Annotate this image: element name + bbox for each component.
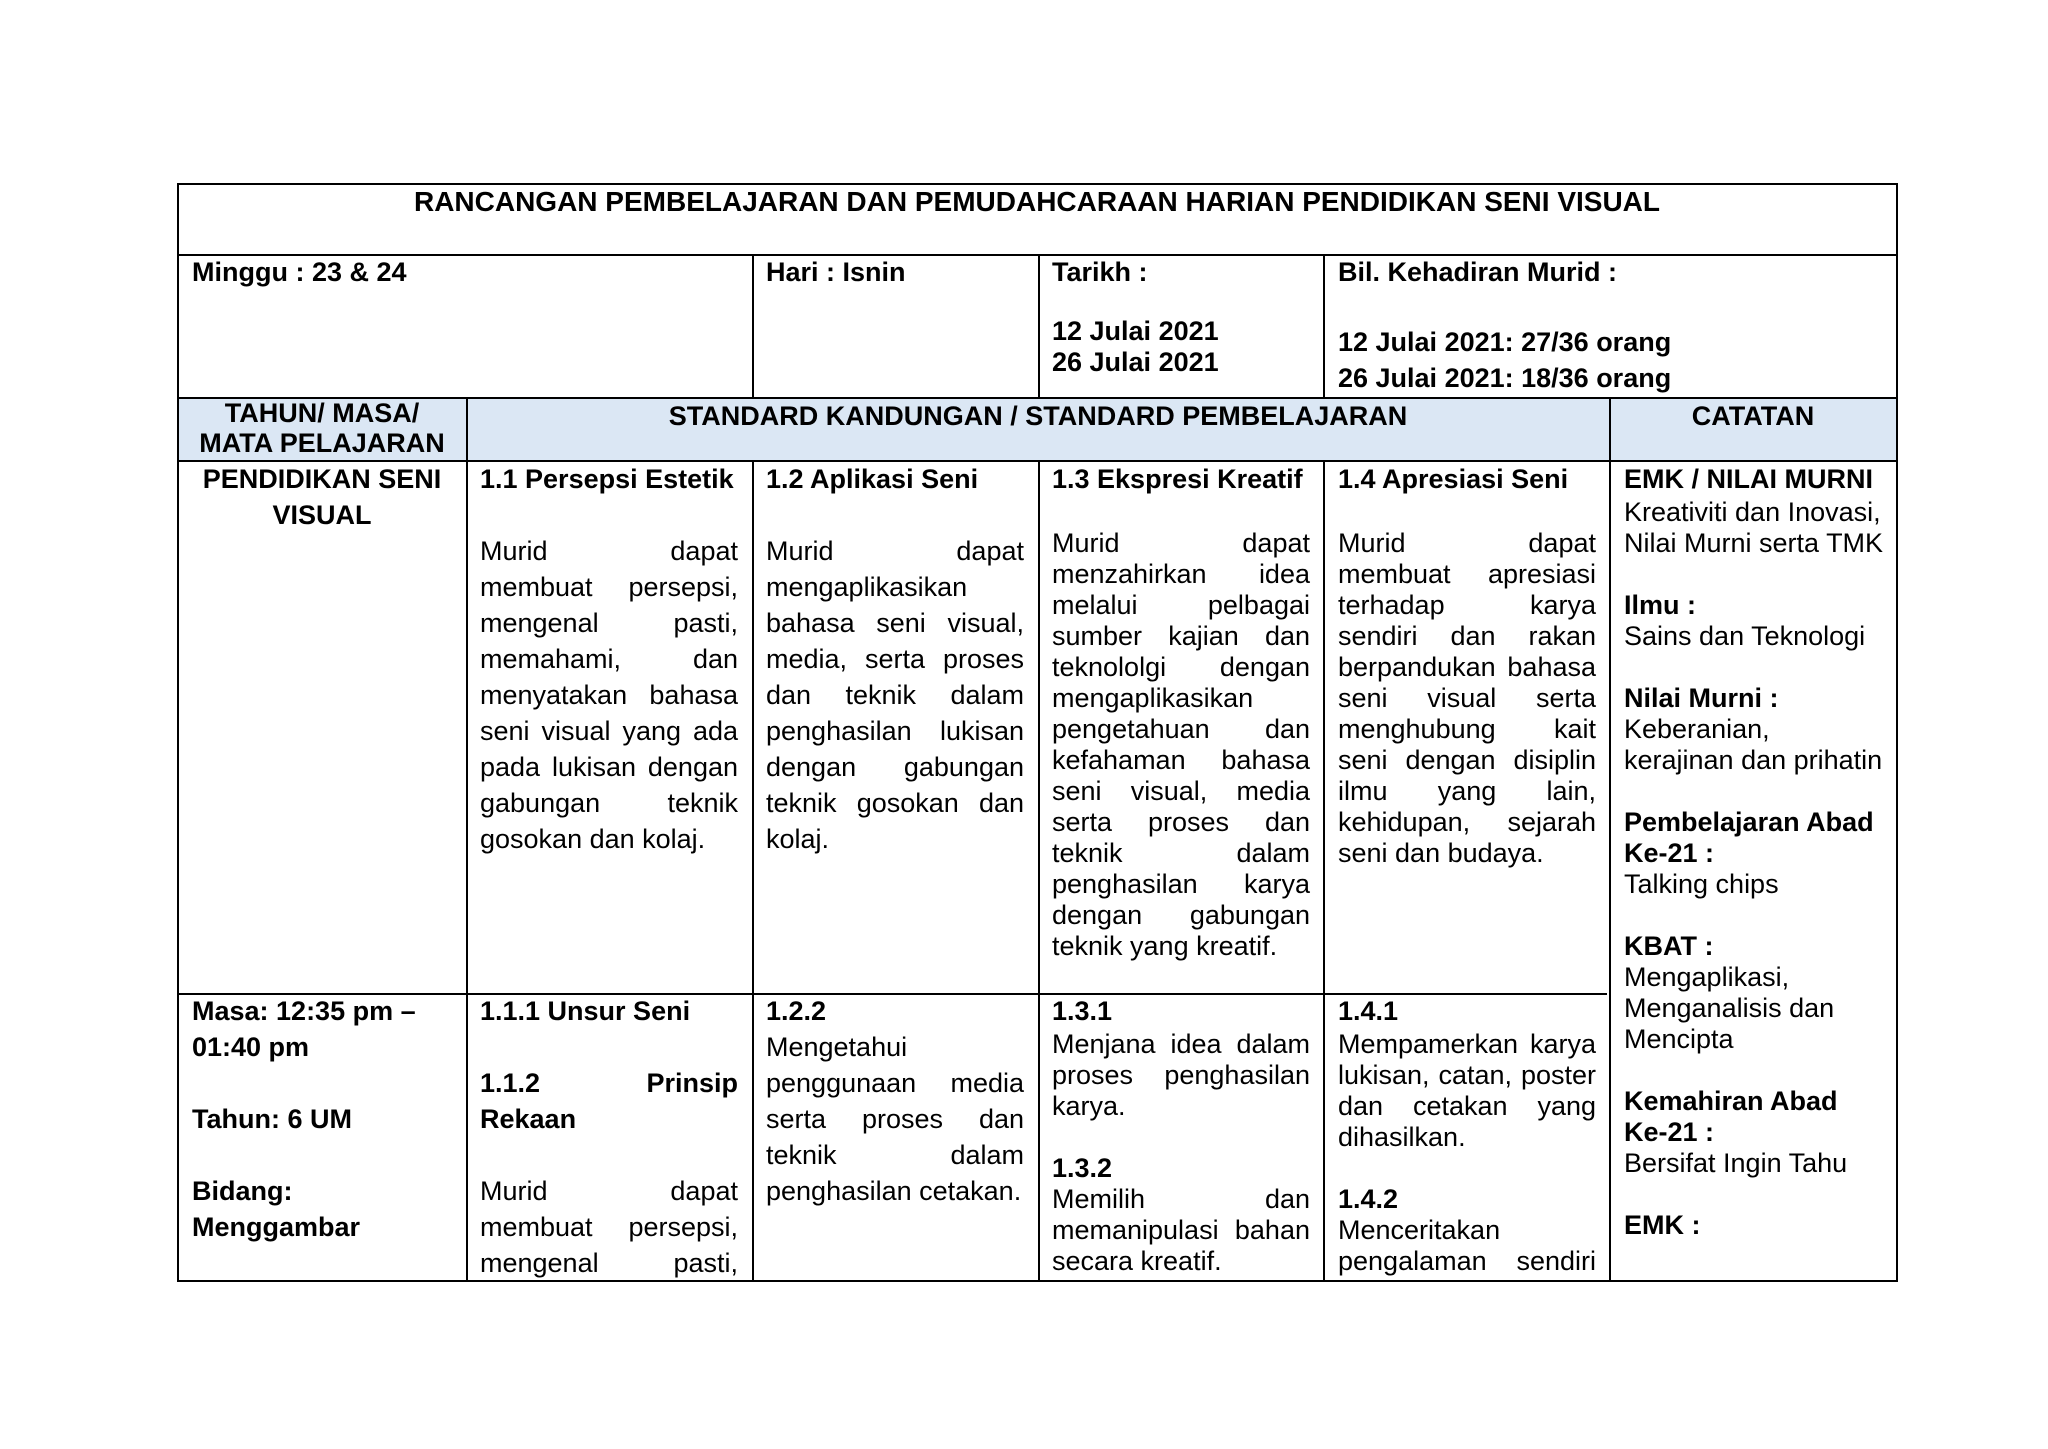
table-border-right xyxy=(1896,183,1898,1281)
nilai-murni-value: kerajinan dan prihatin xyxy=(1624,745,1883,775)
standard-line: dan cetakan yang xyxy=(1338,1091,1596,1121)
kbat-value: Mengaplikasi, xyxy=(1624,962,1790,992)
standard-line: Murid dapat xyxy=(480,536,738,566)
standard-line: Memilih dan xyxy=(1052,1184,1310,1214)
standard-line: pada lukisan dengan xyxy=(480,752,738,782)
kemahiran-value: Bersifat Ingin Tahu xyxy=(1624,1148,1848,1178)
standard-line: seni dengan disiplin xyxy=(1338,745,1596,775)
standard-line: dengan gabungan xyxy=(1052,900,1310,930)
info-divider-tarikh xyxy=(1038,254,1040,398)
standard-line: karya. xyxy=(1052,1091,1126,1121)
kemahiran-label: Ke-21 : xyxy=(1624,1117,1715,1147)
standard-sub-title: Rekaan xyxy=(480,1104,577,1134)
kehadiran-value-2: 26 Julai 2021: 18/36 orang xyxy=(1338,363,1672,393)
page-title: RANCANGAN PEMBELAJARAN DAN PEMUDAHCARAAN HARIAN PENDIDIKAN SENI VISUAL xyxy=(413,186,1661,217)
standard-line: ilmu yang lain, xyxy=(1338,776,1596,806)
standard-line: membuat apresiasi xyxy=(1338,559,1596,589)
pak21-label: Pembelajaran Abad xyxy=(1624,807,1874,837)
tarikh-date-1: 12 Julai 2021 xyxy=(1052,316,1219,346)
standard-1-1 xyxy=(480,461,738,857)
masa-tahun-bidang xyxy=(192,993,462,1245)
standard-line: Murid dapat xyxy=(1052,528,1310,558)
header-catatan: CATATAN xyxy=(1691,401,1815,431)
standard-1-4 xyxy=(1338,461,1596,869)
tarikh-date-2: 26 Julai 2021 xyxy=(1052,347,1219,377)
tarikh-label: Tarikh : xyxy=(1052,257,1148,287)
standard-line: sumber kajian dan xyxy=(1052,621,1310,651)
standard-line: dengan gabungan xyxy=(766,752,1024,782)
standard-sub-title: 1.3.2 xyxy=(1052,1153,1113,1183)
masa-value: 01:40 pm xyxy=(192,1032,310,1062)
standard-line: mengenal pasti, xyxy=(480,608,738,638)
standard-line: memanipulasi bahan xyxy=(1052,1215,1310,1245)
standard-line: menzahirkan idea xyxy=(1052,559,1310,589)
standard-line: lukisan, catan, poster xyxy=(1338,1060,1596,1090)
standard-line: mengaplikasikan xyxy=(766,572,968,602)
pak21-label: Ke-21 : xyxy=(1624,838,1715,868)
emk-nilai-label: EMK / NILAI MURNI xyxy=(1624,464,1873,494)
standard-line: proses penghasilan xyxy=(1052,1060,1310,1090)
standard-1-2-sub xyxy=(766,993,1024,1209)
standard-line: teknik dalam xyxy=(1052,838,1310,868)
hari-field: Hari : Isnin xyxy=(766,257,906,287)
standard-line: gabungan teknik xyxy=(480,788,738,818)
emk-nilai-value: Nilai Murni serta TMK xyxy=(1624,528,1884,558)
standard-line: seni visual yang ada xyxy=(480,716,738,746)
bidang-label: Bidang: xyxy=(192,1176,293,1206)
standard-line: seni visual, media xyxy=(1052,776,1310,806)
standard-sub-title: 1.4.1 xyxy=(1338,996,1399,1026)
standard-line: penggunaan media xyxy=(766,1068,1024,1098)
standard-line: Murid dapat xyxy=(766,536,1024,566)
standard-title: 1.1 Persepsi Estetik xyxy=(480,464,734,494)
kehadiran-field xyxy=(1338,254,1888,396)
standard-sub-title: 1.4.2 xyxy=(1338,1184,1399,1214)
standard-title: 1.4 Apresiasi Seni xyxy=(1338,464,1569,494)
standard-line: menghubung kait xyxy=(1338,714,1596,744)
standard-line: Menceritakan xyxy=(1338,1215,1501,1245)
emk-nilai-value: Kreativiti dan Inovasi, xyxy=(1624,497,1881,527)
standard-line: penghasilan cetakan. xyxy=(766,1176,1022,1206)
standard-title: 1.3 Ekspresi Kreatif xyxy=(1052,464,1303,494)
standard-sub-title: 1.3.1 xyxy=(1052,996,1113,1026)
standard-line: gosokan dan kolaj. xyxy=(480,824,706,854)
standard-line: teknik gosokan dan xyxy=(766,788,1024,818)
standard-line: terhadap karya xyxy=(1338,590,1596,620)
emk-label: EMK : xyxy=(1624,1210,1701,1240)
standard-1-1-sub xyxy=(480,993,738,1281)
standard-line: secara kreatif. xyxy=(1052,1246,1222,1276)
standard-line: dan teknik dalam xyxy=(766,680,1024,710)
col-divider-2 xyxy=(752,460,754,1281)
pak21-value: Talking chips xyxy=(1624,869,1779,899)
standard-line: teknik yang kreatif. xyxy=(1052,931,1278,961)
standard-line: teknololgi dengan xyxy=(1052,652,1310,682)
masa-value: Masa: 12:35 pm – xyxy=(192,996,416,1026)
standard-line: pengalaman sendiri xyxy=(1338,1246,1596,1276)
standard-line: kolaj. xyxy=(766,824,830,854)
standard-line: Mengetahui xyxy=(766,1032,908,1062)
standard-line: Menjana idea dalam xyxy=(1052,1029,1310,1059)
catatan-notes xyxy=(1624,461,1892,1241)
standard-line: seni dan budaya. xyxy=(1338,838,1544,868)
info-divider-hari xyxy=(752,254,754,398)
col-divider-1 xyxy=(466,397,468,1281)
standard-line: Murid dapat xyxy=(1338,528,1596,558)
standard-sub-title: 1.1.2 Prinsip xyxy=(480,1068,738,1098)
standard-line: berpandukan bahasa xyxy=(1338,652,1596,682)
standard-1-3-sub xyxy=(1052,993,1310,1277)
standard-line: memahami, dan xyxy=(480,644,738,674)
standard-line: teknik dalam xyxy=(766,1140,1024,1170)
nilai-murni-label: Nilai Murni : xyxy=(1624,683,1779,713)
table-border-left xyxy=(177,183,179,1281)
col-divider-catatan xyxy=(1609,397,1611,1281)
standard-line: kehidupan, sejarah xyxy=(1338,807,1596,837)
standard-line: menyatakan bahasa xyxy=(480,680,738,710)
kbat-value: Menganalisis dan xyxy=(1624,993,1835,1023)
standard-line: penghasilan karya xyxy=(1052,869,1310,899)
standard-line: kefahaman bahasa xyxy=(1052,745,1310,775)
standard-line: media, serta proses xyxy=(766,644,1024,674)
kehadiran-label: Bil. Kehadiran Murid : xyxy=(1338,257,1618,287)
standard-line: seni visual serta xyxy=(1338,683,1596,713)
minggu-field: Minggu : 23 & 24 xyxy=(192,257,407,287)
standard-line: Mempamerkan karya xyxy=(1338,1029,1596,1059)
standard-line: mengaplikasikan xyxy=(1052,683,1254,713)
kbat-label: KBAT : xyxy=(1624,931,1714,961)
bidang-value: Menggambar xyxy=(192,1212,361,1242)
kemahiran-label: Kemahiran Abad xyxy=(1624,1086,1838,1116)
standard-title: 1.2 Aplikasi Seni xyxy=(766,464,979,494)
standard-line: membuat persepsi, xyxy=(480,572,738,602)
col-divider-4 xyxy=(1323,460,1325,1281)
standard-sub-title: 1.1.1 Unsur Seni xyxy=(480,996,691,1026)
standard-line: dihasilkan. xyxy=(1338,1122,1466,1152)
standard-line: bahasa seni visual, xyxy=(766,608,1024,638)
standard-line: serta proses dan xyxy=(766,1104,1024,1134)
col-divider-3 xyxy=(1038,460,1040,1281)
standard-line: pengetahuan dan xyxy=(1052,714,1310,744)
standard-line: melalui pelbagai xyxy=(1052,590,1310,620)
standard-line: mengenal pasti, xyxy=(480,1248,738,1278)
tarikh-field xyxy=(1052,254,1312,378)
standard-line: membuat persepsi, xyxy=(480,1212,738,1242)
nilai-murni-value: Keberanian, xyxy=(1624,714,1770,744)
standard-1-2 xyxy=(766,461,1024,857)
subject-name: PENDIDIKAN SENI VISUAL xyxy=(202,464,442,530)
standard-1-3 xyxy=(1052,461,1310,962)
ilmu-label: Ilmu : xyxy=(1624,590,1696,620)
kbat-value: Mencipta xyxy=(1624,1024,1734,1054)
kehadiran-value-1: 12 Julai 2021: 27/36 orang xyxy=(1338,327,1672,357)
standard-line: Murid dapat xyxy=(480,1176,738,1206)
header-standard: STANDARD KANDUNGAN / STANDARD PEMBELAJARAN xyxy=(668,401,1408,431)
standard-1-4-sub xyxy=(1338,993,1596,1277)
standard-sub-title: 1.2.2 xyxy=(766,996,827,1026)
standard-line: sendiri dan rakan xyxy=(1338,621,1596,651)
standard-line: serta proses dan xyxy=(1052,807,1310,837)
standard-line: penghasilan lukisan xyxy=(766,716,1024,746)
tahun-value: Tahun: 6 UM xyxy=(192,1104,352,1134)
info-divider-kehadiran xyxy=(1323,254,1325,398)
header-tahun-masa: TAHUN/ MASA/ MATA PELAJARAN xyxy=(199,398,445,458)
ilmu-value: Sains dan Teknologi xyxy=(1624,621,1866,651)
